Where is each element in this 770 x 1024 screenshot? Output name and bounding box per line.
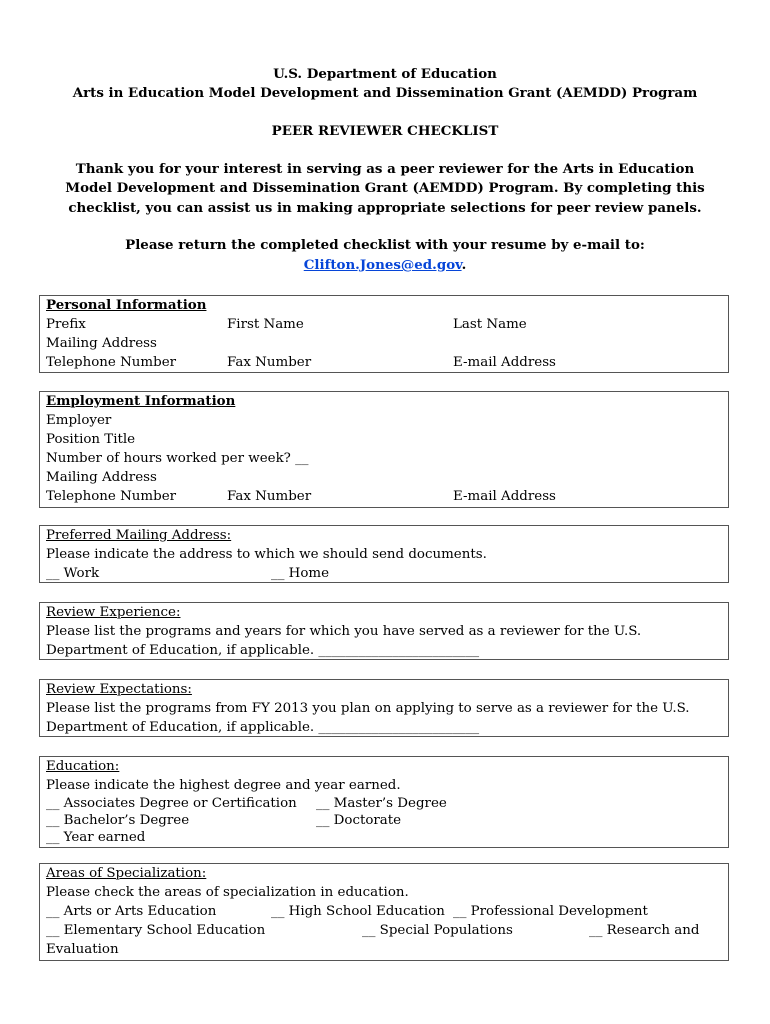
return-instruction: Please return the completed checklist with your resume by e-mail to: — [125, 237, 645, 253]
specialization-section — [39, 863, 729, 961]
intro-line-1: Thank you for your interest in serving as a peer reviewer for the Arts in Education — [75, 161, 695, 177]
first-name-label: First Name — [227, 317, 304, 332]
email-line — [0, 256, 770, 275]
professional-development-option[interactable]: __ Professional Development — [453, 904, 648, 919]
prefix-label: Prefix — [46, 317, 86, 332]
email-period: . — [461, 257, 467, 273]
high-school-education-option[interactable]: __ High School Education — [271, 904, 445, 919]
employment-info-section — [39, 391, 729, 508]
elementary-school-option[interactable]: __ Elementary School Education — [46, 923, 266, 938]
personal-email-label: E-mail Address — [453, 355, 556, 370]
associates-degree-option[interactable]: __ Associates Degree or Certification — [46, 796, 297, 811]
preferred-mailing-heading: Preferred Mailing Address: — [46, 528, 232, 543]
education-heading: Education: — [46, 759, 120, 774]
review-expectations-heading: Review Expectations: — [46, 682, 192, 697]
preferred-mailing-instruction: Please indicate the address to which we should send documents. — [46, 547, 487, 562]
employment-mailing-address-label: Mailing Address — [46, 470, 157, 485]
specialization-heading: Areas of Specialization: — [46, 866, 207, 881]
year-earned-option[interactable]: __ Year earned — [46, 830, 146, 845]
hours-per-week-label: Number of hours worked per week? __ — [46, 451, 309, 466]
education-section — [39, 756, 729, 848]
doctorate-option[interactable]: __ Doctorate — [316, 813, 402, 828]
special-populations-option[interactable]: __ Special Populations — [362, 923, 513, 938]
personal-fax-label: Fax Number — [227, 355, 312, 370]
review-experience-line-1: Please list the programs and years for which you have served as a reviewer for the U.S. — [46, 624, 642, 639]
review-experience-line-2[interactable]: Department of Education, if applicable. ________________________ — [46, 643, 480, 658]
education-instruction: Please indicate the highest degree and year earned. — [46, 778, 401, 793]
form-title: PEER REVIEWER CHECKLIST — [271, 123, 499, 139]
employment-email-label: E-mail Address — [453, 489, 556, 504]
home-option[interactable]: __ Home — [271, 566, 330, 581]
intro-line-2: Model Development and Dissemination Grant (AEMDD) Program. By completing this — [65, 180, 705, 196]
personal-telephone-label: Telephone Number — [46, 355, 177, 370]
review-expectations-line-1: Please list the programs from FY 2013 you plan on applying to serve as a reviewer for the U.S. — [46, 701, 690, 716]
evaluation-continuation: Evaluation — [46, 942, 119, 957]
intro-line-3: checklist, you can assist us in making appropriate selections for peer review panels. — [68, 200, 702, 216]
employment-fax-label: Fax Number — [227, 489, 312, 504]
agency-title: U.S. Department of Education — [273, 66, 497, 82]
email-link[interactable]: Clifton.Jones@ed.gov — [303, 257, 462, 273]
research-evaluation-option[interactable]: __ Research and — [589, 923, 700, 938]
personal-mailing-address-label: Mailing Address — [46, 336, 157, 351]
last-name-label: Last Name — [453, 317, 527, 332]
personal-info-heading: Personal Information — [46, 297, 207, 313]
review-expectations-line-2[interactable]: Department of Education, if applicable. ________________________ — [46, 720, 480, 735]
personal-info-section — [39, 295, 729, 373]
arts-education-option[interactable]: __ Arts or Arts Education — [46, 904, 217, 919]
masters-degree-option[interactable]: __ Master’s Degree — [316, 796, 447, 811]
review-experience-section — [39, 602, 729, 660]
employment-telephone-label: Telephone Number — [46, 489, 177, 504]
program-title: Arts in Education Model Development and Dissemination Grant (AEMDD) Program — [72, 85, 698, 101]
employment-info-heading: Employment Information — [46, 393, 236, 409]
specialization-instruction: Please check the areas of specialization in education. — [46, 885, 409, 900]
bachelors-degree-option[interactable]: __ Bachelor’s Degree — [46, 813, 190, 828]
review-experience-heading: Review Experience: — [46, 605, 181, 620]
work-option[interactable]: __ Work — [46, 566, 100, 581]
position-title-label: Position Title — [46, 432, 136, 447]
preferred-mailing-section — [39, 525, 729, 583]
review-expectations-section — [39, 679, 729, 737]
employer-label: Employer — [46, 413, 112, 428]
